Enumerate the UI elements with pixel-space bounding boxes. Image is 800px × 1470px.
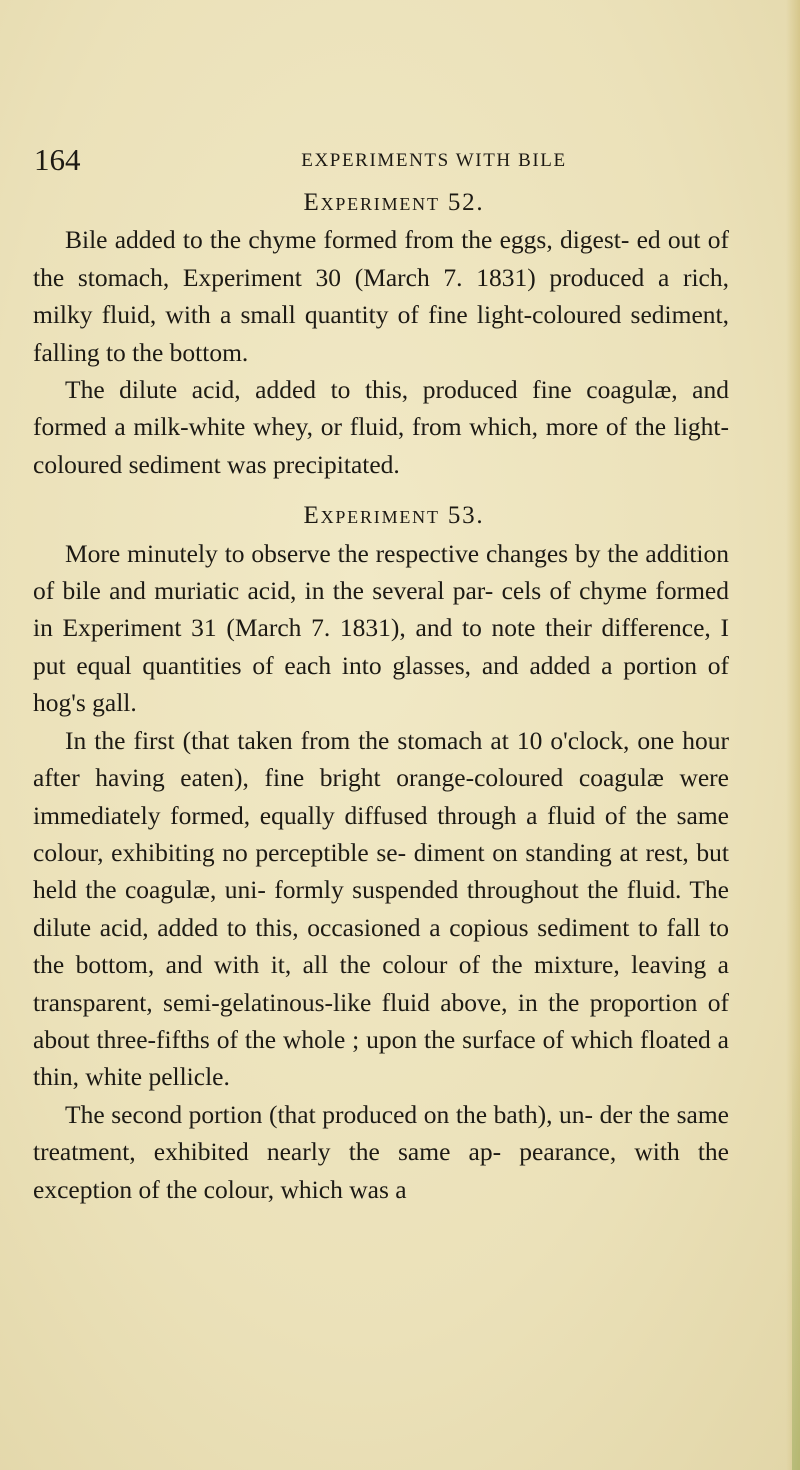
page-number: 164 (34, 142, 81, 177)
paragraph: The dilute acid, added to this, produced fine coagulæ, and formed a milk-white whey, or fluid, from which, more of the light-coloured sediment was precipitated. (33, 375, 729, 479)
experiment-52-heading: Experiment 52. (303, 189, 485, 216)
running-head: EXPERIMENTS WITH BILE (301, 150, 567, 171)
paragraph: In the first (that taken from the stomach at 10 o'clock, one hour after having eaten), fine bright orange-coloured coagulæ were immediately formed, equally diffused through a fluid of the same colour, exhibiting no perceptible se- diment on standing at rest, but held the coagulæ, uni- formly suspended throughout the fluid. The dilute acid, added to this, occasioned a copious sediment to fall to the bottom, and with it, all the colour of the mixture, leaving a transparent, semi-gelatinous-like fluid above, in the proportion of about three-fifths of the whole ; upon the surface of which floated a thin, white pellicle. (33, 725, 729, 1092)
page-edge-stain (792, 1050, 800, 1470)
paragraph: The second portion (that produced on the bath), un- der the same treatment, exhibited nearly the same ap- pearance, with the exception of the colour, which was a (33, 1099, 729, 1204)
paragraph: Bile added to the chyme formed from the eggs, digest- ed out of the stomach, Experiment 30 (March 7. 1831) produced a rich, milky fluid, with a small quantity of fine light-coloured sediment, falling to the bottom. (33, 225, 729, 367)
experiment-53-heading: Experiment 53. (303, 502, 485, 530)
paragraph: More minutely to observe the respective changes by the addition of bile and muriatic acid, in the several par- cels of chyme formed in Experiment 31 (March 7. 1831), and to note their difference, I put equal quantities of each into glasses, and added a portion of hog's gall. (33, 538, 729, 718)
page-header (34, 143, 754, 177)
body-text (33, 184, 729, 1208)
